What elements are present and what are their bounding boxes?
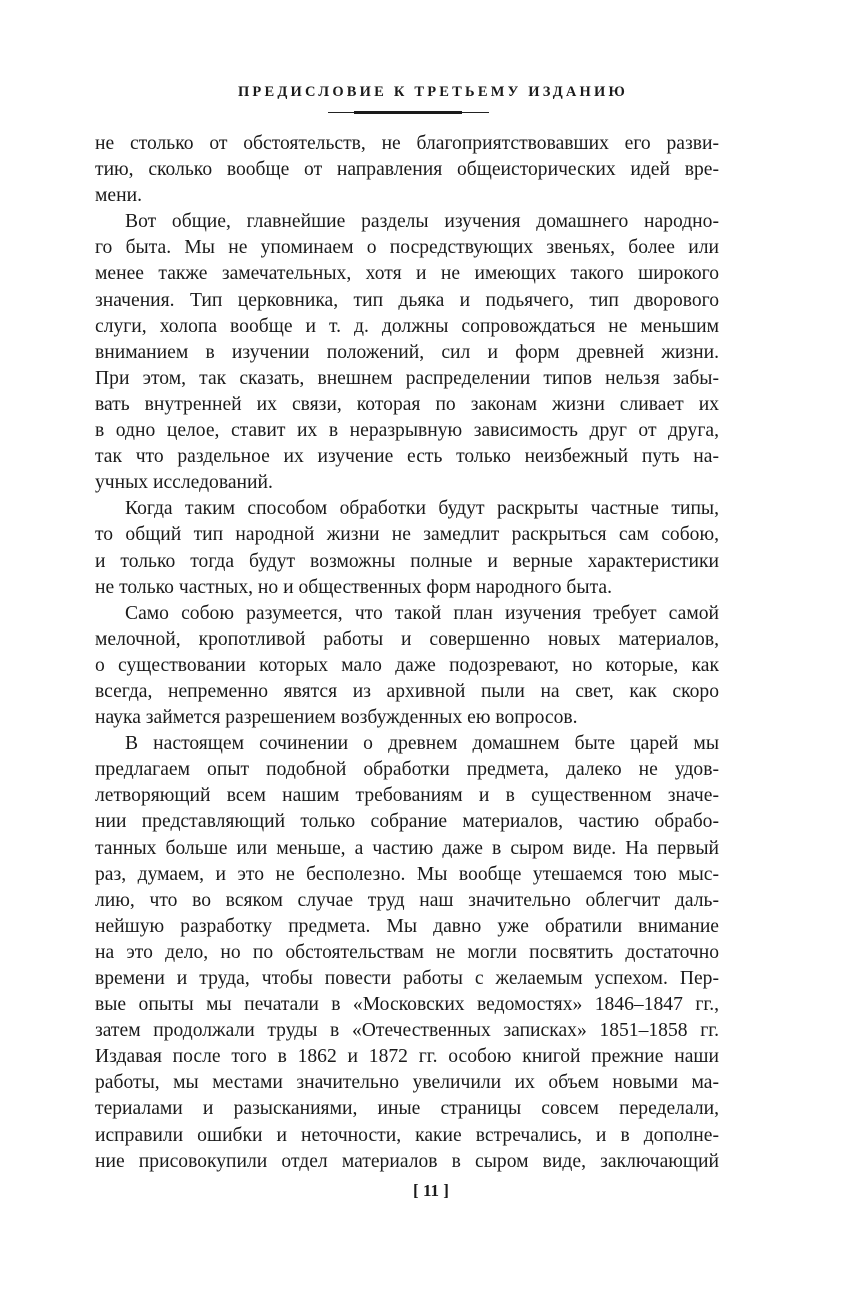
text-line: вые опыты мы печатали в «Московских ведомостях» 1846–1847 гг., bbox=[95, 994, 719, 1016]
text-line: слуги, холопа вообще и т. д. должны сопровождаться не меньшим bbox=[95, 315, 719, 337]
text-line: тию, сколько вообще от направления общеисторических идей вре- bbox=[95, 159, 719, 181]
text-line: В настоящем сочинении о древнем домашнем быте царей мы bbox=[125, 733, 719, 755]
text-line: нии представляющий только собрание материалов, частию обрабо- bbox=[95, 811, 719, 833]
text-line: мени. bbox=[95, 185, 142, 207]
body-text bbox=[95, 131, 719, 1175]
text-line: учных исследований. bbox=[95, 472, 273, 494]
text-line: на это дело, но по обстоятельствам не могли посвятить достаточно bbox=[95, 941, 719, 963]
text-line: наука займется разрешением возбужденных ею вопросов. bbox=[95, 707, 578, 729]
text-line: не столько от обстоятельств, не благоприятствовавших его разви- bbox=[95, 133, 719, 154]
text-line: При этом, так сказать, внешнем распределении типов нельзя забы- bbox=[95, 367, 719, 389]
page-number: [ 11 ] bbox=[413, 1181, 449, 1200]
text-line: раз, думаем, и это не бесполезно. Мы вообще утешаемся тою мыс- bbox=[95, 863, 719, 885]
text-line: танных больше или меньше, а частию даже в сыром виде. На первый bbox=[95, 837, 719, 859]
text-line: го быта. Мы не упоминаем о посредствующих звеньях, более или bbox=[95, 237, 719, 259]
text-line: Само собою разумеется, что такой план изучения требует самой bbox=[125, 602, 719, 624]
text-line: затем продолжали труды в «Отечественных записках» 1851–1858 гг. bbox=[95, 1020, 719, 1042]
text-line: нейшую разработку предмета. Мы давно уже обратили внимание bbox=[95, 915, 719, 937]
text-line: о существовании которых мало даже подозревают, но которые, как bbox=[95, 654, 719, 676]
text-line: лию, что во всяком случае труд наш значительно облегчит даль- bbox=[95, 889, 719, 911]
text-line: не только частных, но и общественных форм народного быта. bbox=[95, 576, 612, 598]
text-line: и только тогда будут возможны полные и верные характеристики bbox=[95, 550, 719, 572]
text-line: работы, мы местами значительно увеличили их объем новыми ма- bbox=[95, 1072, 719, 1094]
text-line: то общий тип народной жизни не замедлит раскрыться сам собою, bbox=[95, 524, 719, 546]
text-line: ние присовокупили отдел материалов в сыром виде, заключающий bbox=[95, 1150, 719, 1172]
text-line: в одно целое, ставит их в неразрывную зависимость друг от друга, bbox=[95, 420, 719, 442]
text-line: Когда таким способом обработки будут раскрыты частные типы, bbox=[125, 498, 719, 520]
text-line: вать внутренней их связи, которая по законам жизни сливает их bbox=[95, 393, 719, 415]
text-line: всегда, непременно явятся из архивной пыли на свет, как скоро bbox=[95, 680, 719, 702]
running-head: ПРЕДИСЛОВИЕ К ТРЕТЬЕМУ ИЗДАНИЮ bbox=[237, 84, 629, 100]
text-line: значения. Тип церковника, тип дьяка и подьячего, тип дворового bbox=[95, 289, 719, 311]
text-line: исправили ошибки и неточности, какие встречались, и в дополне- bbox=[95, 1124, 719, 1146]
text-line: так что раздельное их изучение есть только неизбежный путь на- bbox=[95, 446, 719, 468]
text-line: времени и труда, чтобы повести работы с желаемым успехом. Пер- bbox=[95, 968, 719, 989]
text-line: вниманием в изучении положений, сил и форм древней жизни. bbox=[95, 341, 719, 363]
text-line: летворяющий всем нашим требованиям и в существенном значе- bbox=[95, 785, 719, 807]
text-line: териалами и разысканиями, иные страницы совсем переделали, bbox=[95, 1098, 719, 1120]
text-line: Вот общие, главнейшие разделы изучения домашнего народно- bbox=[125, 211, 719, 233]
text-line: Издавая после того в 1862 и 1872 гг. особою книгой прежние наши bbox=[95, 1046, 719, 1068]
header-rule-ornament bbox=[354, 111, 462, 114]
text-line: мелочной, кропотливой работы и совершенно новых материалов, bbox=[95, 628, 719, 650]
text-line: менее также замечательных, хотя и не имеющих такого широкого bbox=[95, 263, 719, 285]
text-line: предлагаем опыт подобной обработки предмета, далеко не удов- bbox=[95, 759, 719, 781]
